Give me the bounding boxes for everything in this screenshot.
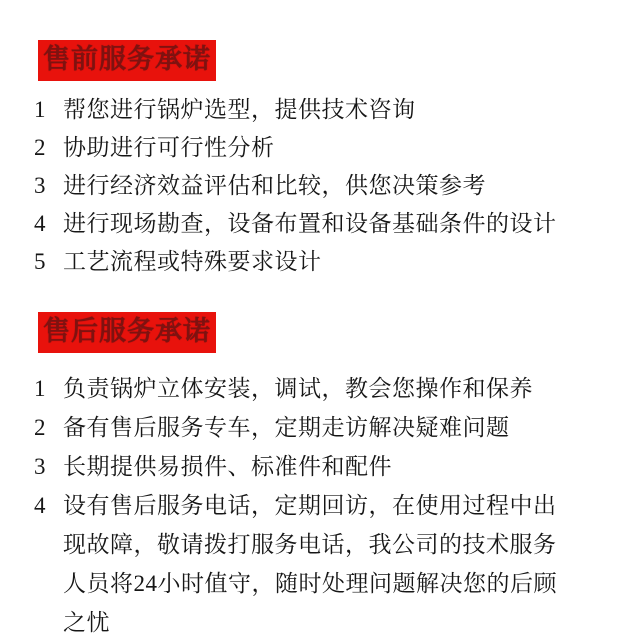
aftersale-list [0,369,640,642]
section-presale [0,0,640,281]
item-text: 负责锅炉立体安装，调试，教会您操作和保养 [63,376,533,401]
item-number: 3 [34,173,46,198]
item-text: 进行经济效益评估和比较，供您决策参考 [63,173,486,198]
list-item [0,91,640,129]
item-text: 帮您进行锅炉选型，提供技术咨询 [63,97,416,122]
list-item [0,129,640,167]
presale-title-badge: 售前服务承诺 [38,40,216,81]
item-number: 5 [34,249,46,274]
item-text: 工艺流程或特殊要求设计 [63,249,322,274]
aftersale-title-badge: 售后服务承诺 [38,312,216,353]
item-number: 2 [34,135,46,160]
presale-list [0,91,640,281]
list-item [0,205,640,243]
list-item [0,447,640,486]
item-number: 3 [34,454,46,479]
item-number: 2 [34,415,46,440]
list-item [0,167,640,205]
list-item [0,369,640,408]
list-item [0,243,640,281]
item-text: 长期提供易损件、标准件和配件 [63,454,392,479]
item-number: 1 [34,376,46,401]
item-number: 4 [34,211,46,236]
item-number: 4 [34,493,46,518]
item-text: 设有售后服务电话，定期回访，在使用过程中出现故障，敬请拨打服务电话，我公司的技术服务人员将24小时值守，随时处理问题解决您的后顾之忧 [63,493,557,635]
item-text: 进行现场勘查，设备布置和设备基础条件的设计 [63,211,557,236]
item-text: 协助进行可行性分析 [63,135,275,160]
list-item [0,486,640,642]
item-text: 备有售后服务专车，定期走访解决疑难问题 [63,415,510,440]
list-item [0,408,640,447]
item-number: 1 [34,97,46,122]
section-aftersale [0,281,640,642]
